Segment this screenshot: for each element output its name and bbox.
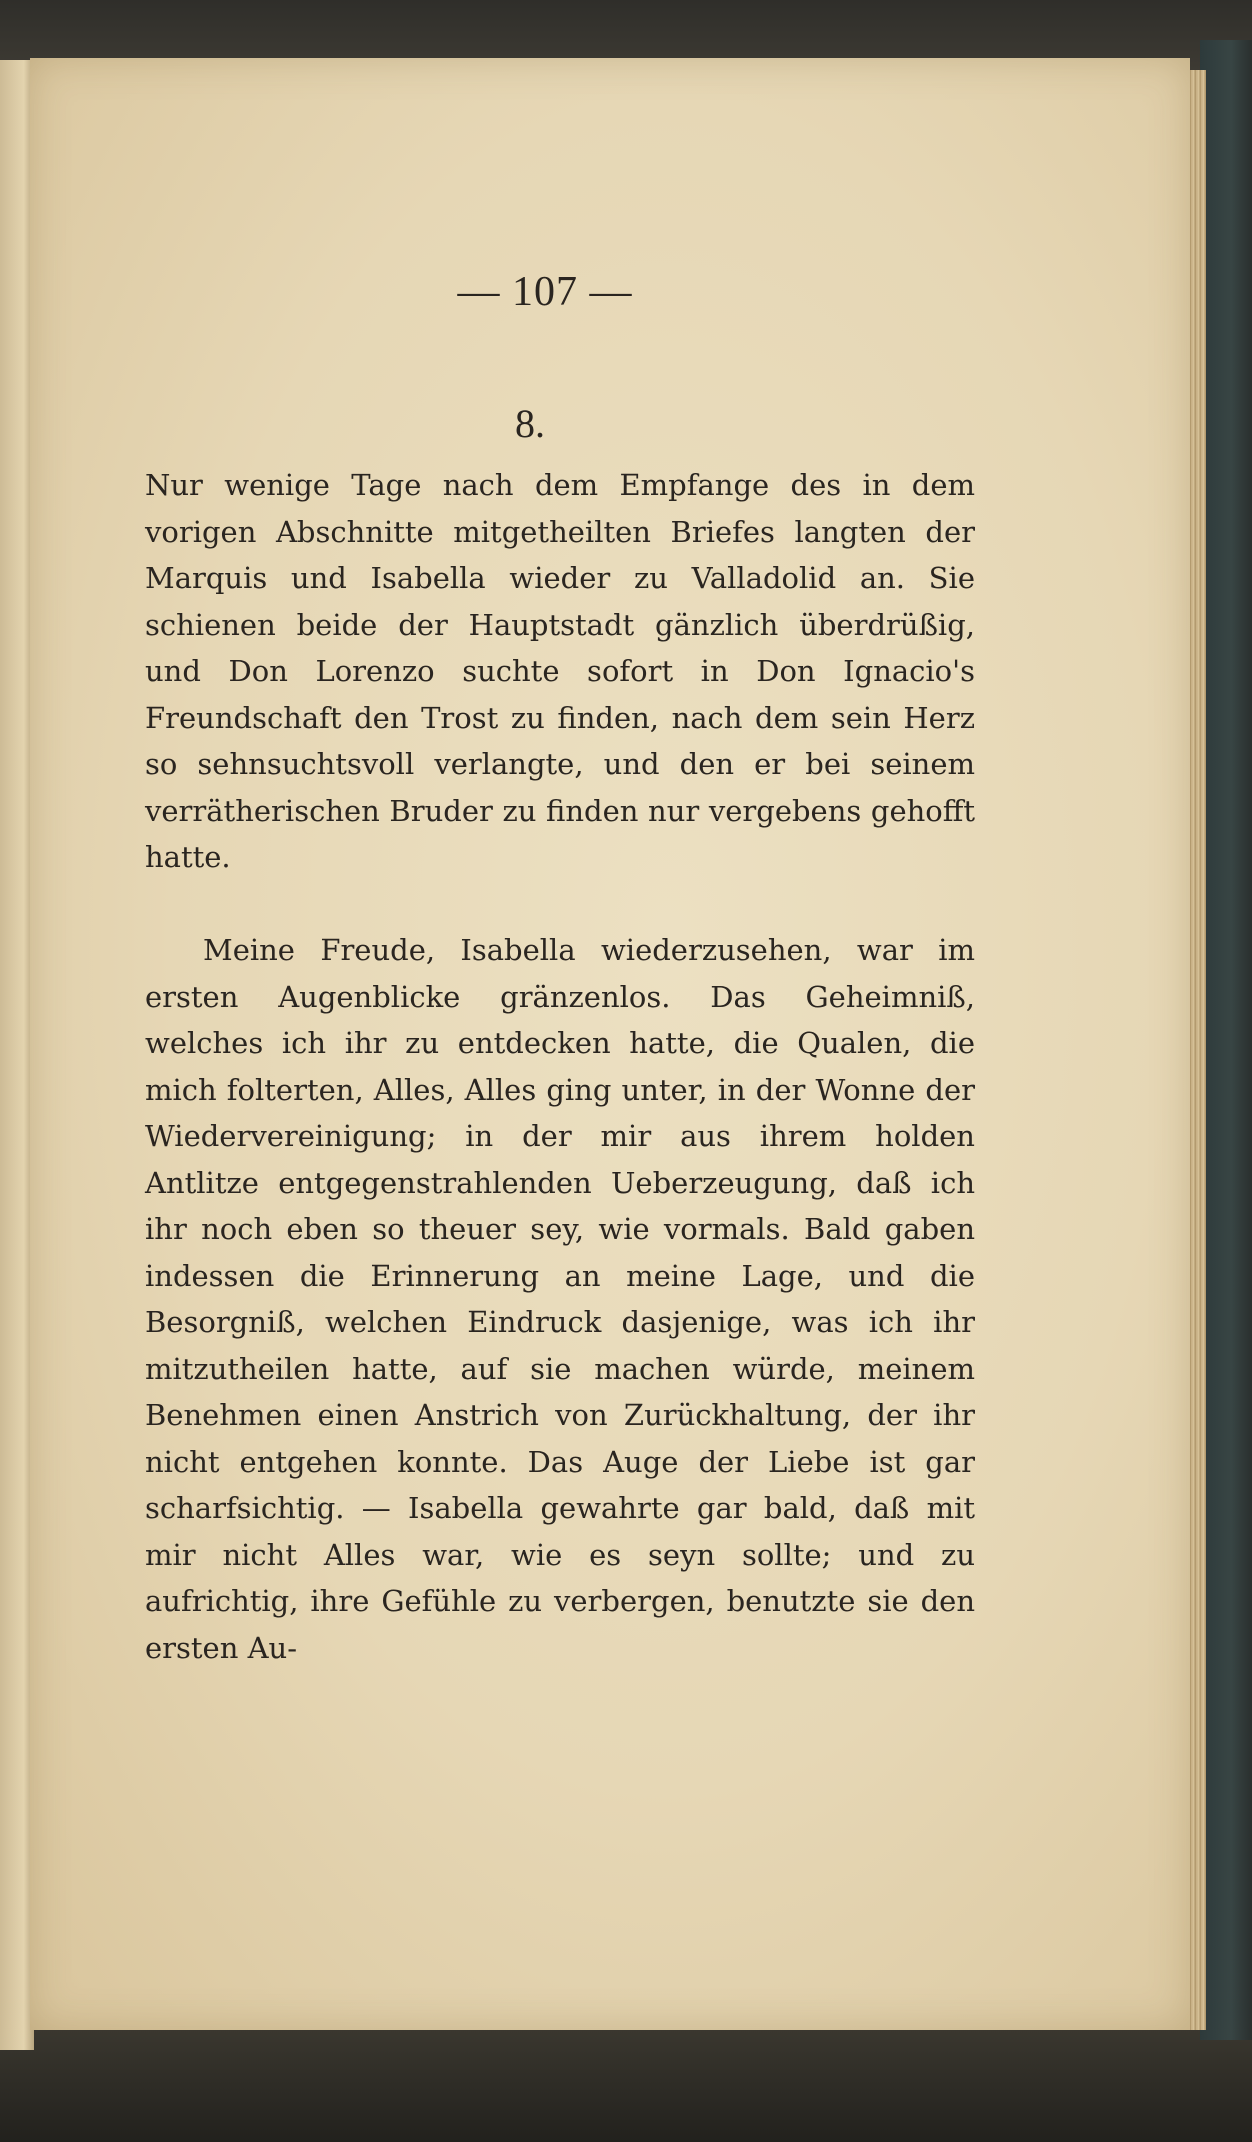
book-cover-edge (1200, 40, 1252, 2040)
page-number: — 107 — (457, 269, 633, 315)
paragraph-2-text: Meine Freude, Isabella wiederzusehen, war im ersten Augenblicke gränzenlos. Das Geheimniß, welches ich ihr zu entdecken hatte, die Qualen, die mich folterten, Alles, Alles ging unter, in der Wonne der Wiedervereinigung; in der mir aus ihrem holden Antlitze entgegenstrahlenden Ueberzeugung, daß ich ihr noch eben so theuer sey, wie vormals. Bald gaben indessen die Erinnerung an meine Lage, und die Besorgniß, welchen Eindruck dasjenige, was ich ihr mitzutheilen hatte, auf sie machen würde, meinem Benehmen einen Anstrich von Zurückhaltung, der ihr nicht entgehen konnte. Das Auge der Liebe ist gar scharfsichtig. — Isabella gewahrte gar bald, daß mit mir nicht Alles war, wie es seyn sollte; und zu aufrichtig, ihre Gefühle zu verbergen, benutzte sie den ersten Au- (145, 933, 975, 1665)
paragraph-1 (145, 462, 975, 881)
chapter-number: 8. (515, 401, 545, 446)
book-bottom-edge (0, 2030, 1252, 2142)
paragraph-2 (145, 927, 975, 1671)
paragraph-1-text: Nur wenige Tage nach dem Empfange des in dem vorigen Abschnitte mitgetheilten Briefes langten der Marquis und Isabella wieder zu Valladolid an. Sie schienen beide der Hauptstadt gänzlich überdrüßig, und Don Lorenzo suchte sofort in Don Ignacio's Freundschaft den Trost zu finden, nach dem sein Herz so sehnsuchtsvoll verlangte, und den er bei seinem verrätherischen Bruder zu finden nur vergebens gehofft hatte. (145, 468, 975, 874)
facing-page-edge (0, 60, 34, 2050)
